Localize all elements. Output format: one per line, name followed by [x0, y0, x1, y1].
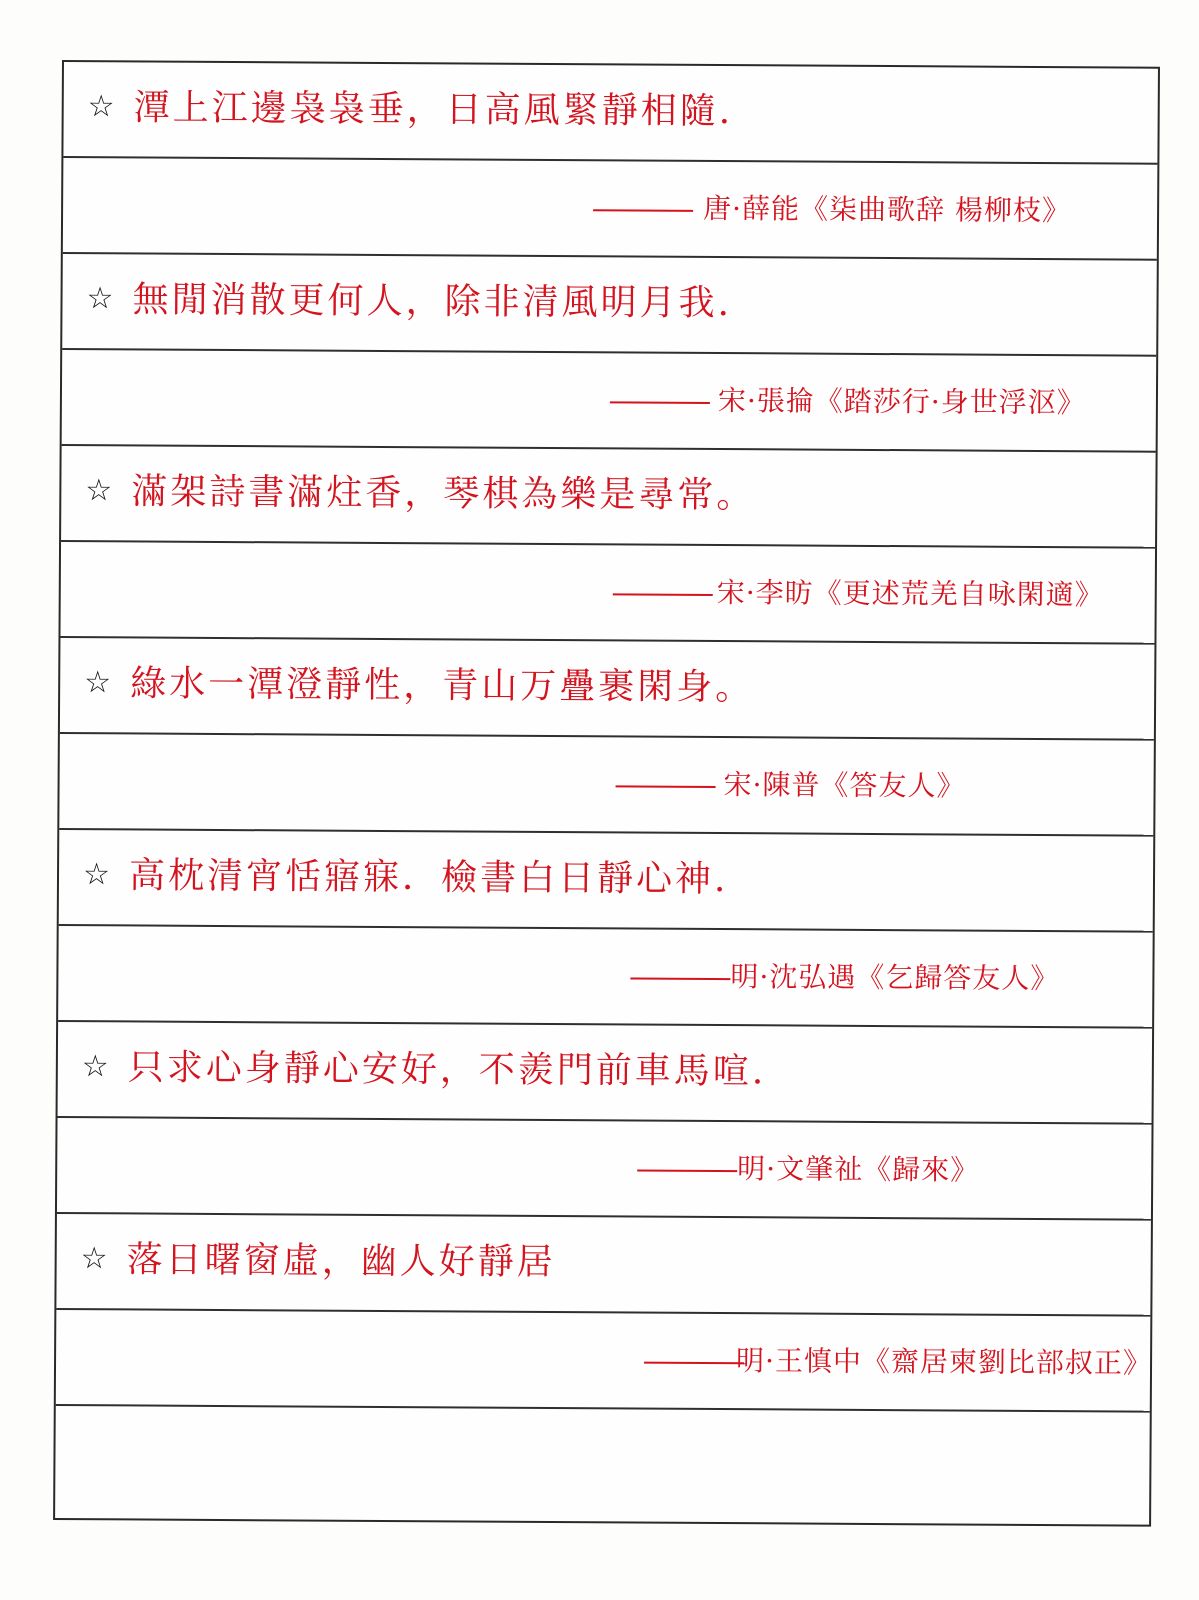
- attribution-dash: [644, 1362, 744, 1365]
- verse-row: [60, 638, 1155, 741]
- attribution-text: 明·沈弘遇《乞歸答友人》: [730, 960, 1060, 996]
- star-icon: ☆: [86, 281, 114, 317]
- verse-row: [58, 1022, 1153, 1125]
- attribution-dash: [637, 1170, 737, 1173]
- verse-text: 綠水一潭澄靜性，青山万疊裹閑身。: [130, 663, 755, 709]
- verse-row: [59, 830, 1154, 933]
- blank-row: [55, 1406, 1150, 1525]
- attribution-row: [63, 158, 1158, 261]
- verse-text: 只求心身靜心安好，不羨門前車馬喧.: [127, 1047, 767, 1093]
- star-icon: ☆: [84, 665, 112, 701]
- verse-text: 高枕清宵恬寤寐．檢書白日靜心神.: [128, 855, 729, 901]
- attribution-row: [60, 542, 1155, 645]
- attribution-text: 唐·薛能《柒曲歌辞 楊柳枝》: [703, 191, 1072, 228]
- star-icon: ☆: [81, 1049, 109, 1085]
- verse-text: 無閒消散更何人，除非清風明月我.: [132, 279, 733, 325]
- attribution-row: [56, 1310, 1151, 1413]
- ruled-sheet: [53, 60, 1160, 1527]
- star-icon: ☆: [82, 857, 111, 893]
- attribution-dash: [610, 401, 710, 404]
- star-icon: ☆: [80, 1241, 108, 1277]
- verse-row: [61, 446, 1156, 549]
- star-icon: ☆: [85, 473, 113, 509]
- attribution-text: 宋·張掄《踏莎行·身世浮沤》: [717, 384, 1086, 420]
- verse-text: 落日曙窗虛，幽人好靜居: [126, 1239, 556, 1284]
- verse-text: 滿架詩書滿炷香，琴棋為樂是尋常。: [131, 471, 756, 517]
- attribution-row: [62, 350, 1157, 453]
- attribution-text: 明·王慎中《齋居柬劉比部叔正》: [735, 1344, 1153, 1380]
- attribution-text: 宋·陳普《答友人》: [723, 768, 966, 803]
- verse-row: [62, 254, 1157, 357]
- attribution-dash: [593, 209, 693, 212]
- attribution-row: [59, 734, 1154, 837]
- attribution-text: 宋·李昉《更述荒羌自咏閑適》: [716, 576, 1104, 612]
- star-icon: ☆: [87, 89, 115, 125]
- attribution-dash: [613, 593, 713, 596]
- verse-row: [63, 62, 1158, 165]
- verse-row: [56, 1214, 1151, 1317]
- attribution-row: [58, 926, 1153, 1029]
- attribution-dash: [616, 785, 716, 788]
- attribution-row: [57, 1118, 1152, 1221]
- verse-text: 潭上江邊袅袅垂，日高風緊靜相隨.: [133, 87, 734, 133]
- attribution-dash: [630, 977, 730, 980]
- attribution-text: 明·文肇祉《歸來》: [737, 1152, 980, 1187]
